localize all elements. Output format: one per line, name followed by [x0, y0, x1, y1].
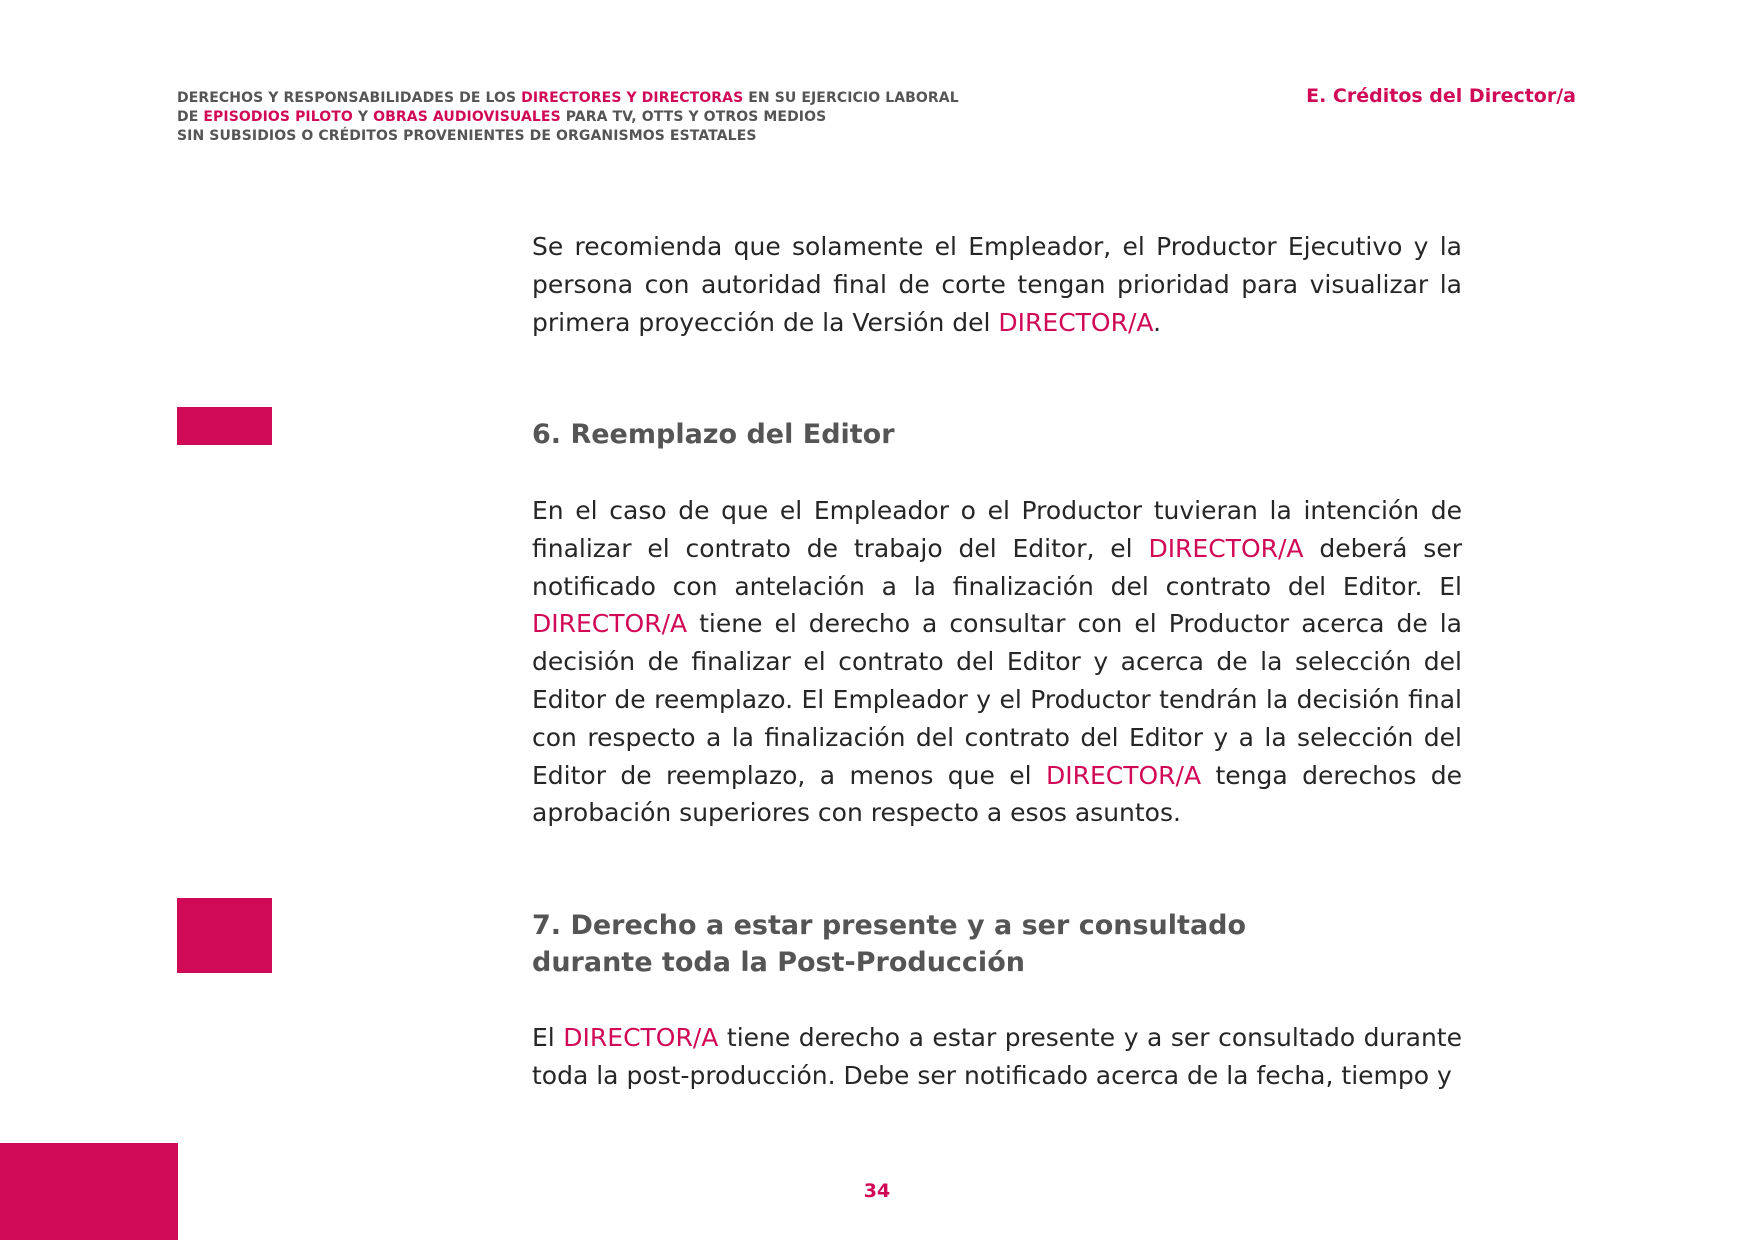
director-highlight: DIRECTOR/A — [563, 1023, 719, 1052]
body-text: El — [532, 1023, 564, 1052]
body-text: deberá ser notificado con antelación a la finalización del contrato del Editor. El — [532, 533, 1462, 601]
body-text: En el caso de que el Empleador o el Productor tuvieran la intención de finalizar el contrato de trabajo del Editor, el — [532, 496, 1462, 563]
header-text: Y — [352, 109, 374, 125]
body-text: tenga derechos de aprobación superiores con respecto a esos asuntos. — [532, 760, 1462, 828]
body-text: tiene derecho a estar presente y a ser consultado durante toda la post-producción. Debe ser notificado acerca de la fecha, tiempo y — [532, 1023, 1462, 1090]
section-label: E. Créditos del Director/a — [1306, 85, 1576, 107]
header-highlight: OBRAS AUDIOVISUALES — [373, 109, 561, 125]
body-text: Se recomienda que solamente el Empleador, el Productor Ejecutivo y la persona con autoridad final de corte tengan prioridad para visualizar la primera proyección de la Versión del — [532, 232, 1462, 337]
director-highlight: DIRECTOR/A — [1148, 533, 1304, 563]
page-number: 34 — [863, 1180, 891, 1202]
header-line-2 — [177, 108, 1077, 127]
paragraph-intro — [532, 228, 1462, 341]
section-7-paragraph — [532, 1019, 1462, 1095]
section-7-heading-line-2: durante toda la Post-Producción — [532, 947, 1025, 978]
section-6-heading: 6. Reemplazo del Editor — [532, 419, 895, 450]
header-text: DERECHOS Y RESPONSABILIDADES DE LOS — [177, 90, 522, 106]
director-highlight: DIRECTOR/A — [998, 307, 1154, 337]
director-highlight: DIRECTOR/A — [1045, 760, 1202, 790]
header-highlight: EPISODIOS PILOTO — [203, 109, 353, 125]
body-text: . — [1153, 307, 1162, 337]
director-highlight: DIRECTOR/A — [532, 609, 688, 639]
header-line-1 — [177, 89, 1077, 108]
header-highlight: DIRECTORES Y DIRECTORAS — [521, 90, 744, 106]
header-line-3: SIN SUBSIDIOS O CRÉDITOS PROVENIENTES DE ORGANISMOS ESTATALES — [177, 128, 757, 144]
section-marker-6 — [177, 407, 272, 445]
section-marker-7 — [177, 898, 272, 973]
section-7-heading — [532, 907, 1246, 981]
body-text: tiene el derecho a consultar con el Productor acerca de la decisión de finalizar el contrato del Editor y acerca de la selección del Editor de reemplazo. El Empleador y el Productor tendrán la decisión final con respecto a la finalización del contrato del Editor y a la selección del Editor de reemplazo, a menos que el — [532, 609, 1462, 790]
header-text: DE — [177, 109, 204, 125]
header-text: EN SU EJERCICIO LABORAL — [743, 90, 959, 106]
header-text: PARA TV, OTTS Y OTROS MEDIOS — [560, 109, 827, 125]
document-header — [177, 89, 1077, 146]
section-7-heading-line-1: 7. Derecho a estar presente y a ser consultado — [532, 910, 1247, 941]
section-6-paragraph — [532, 492, 1462, 832]
